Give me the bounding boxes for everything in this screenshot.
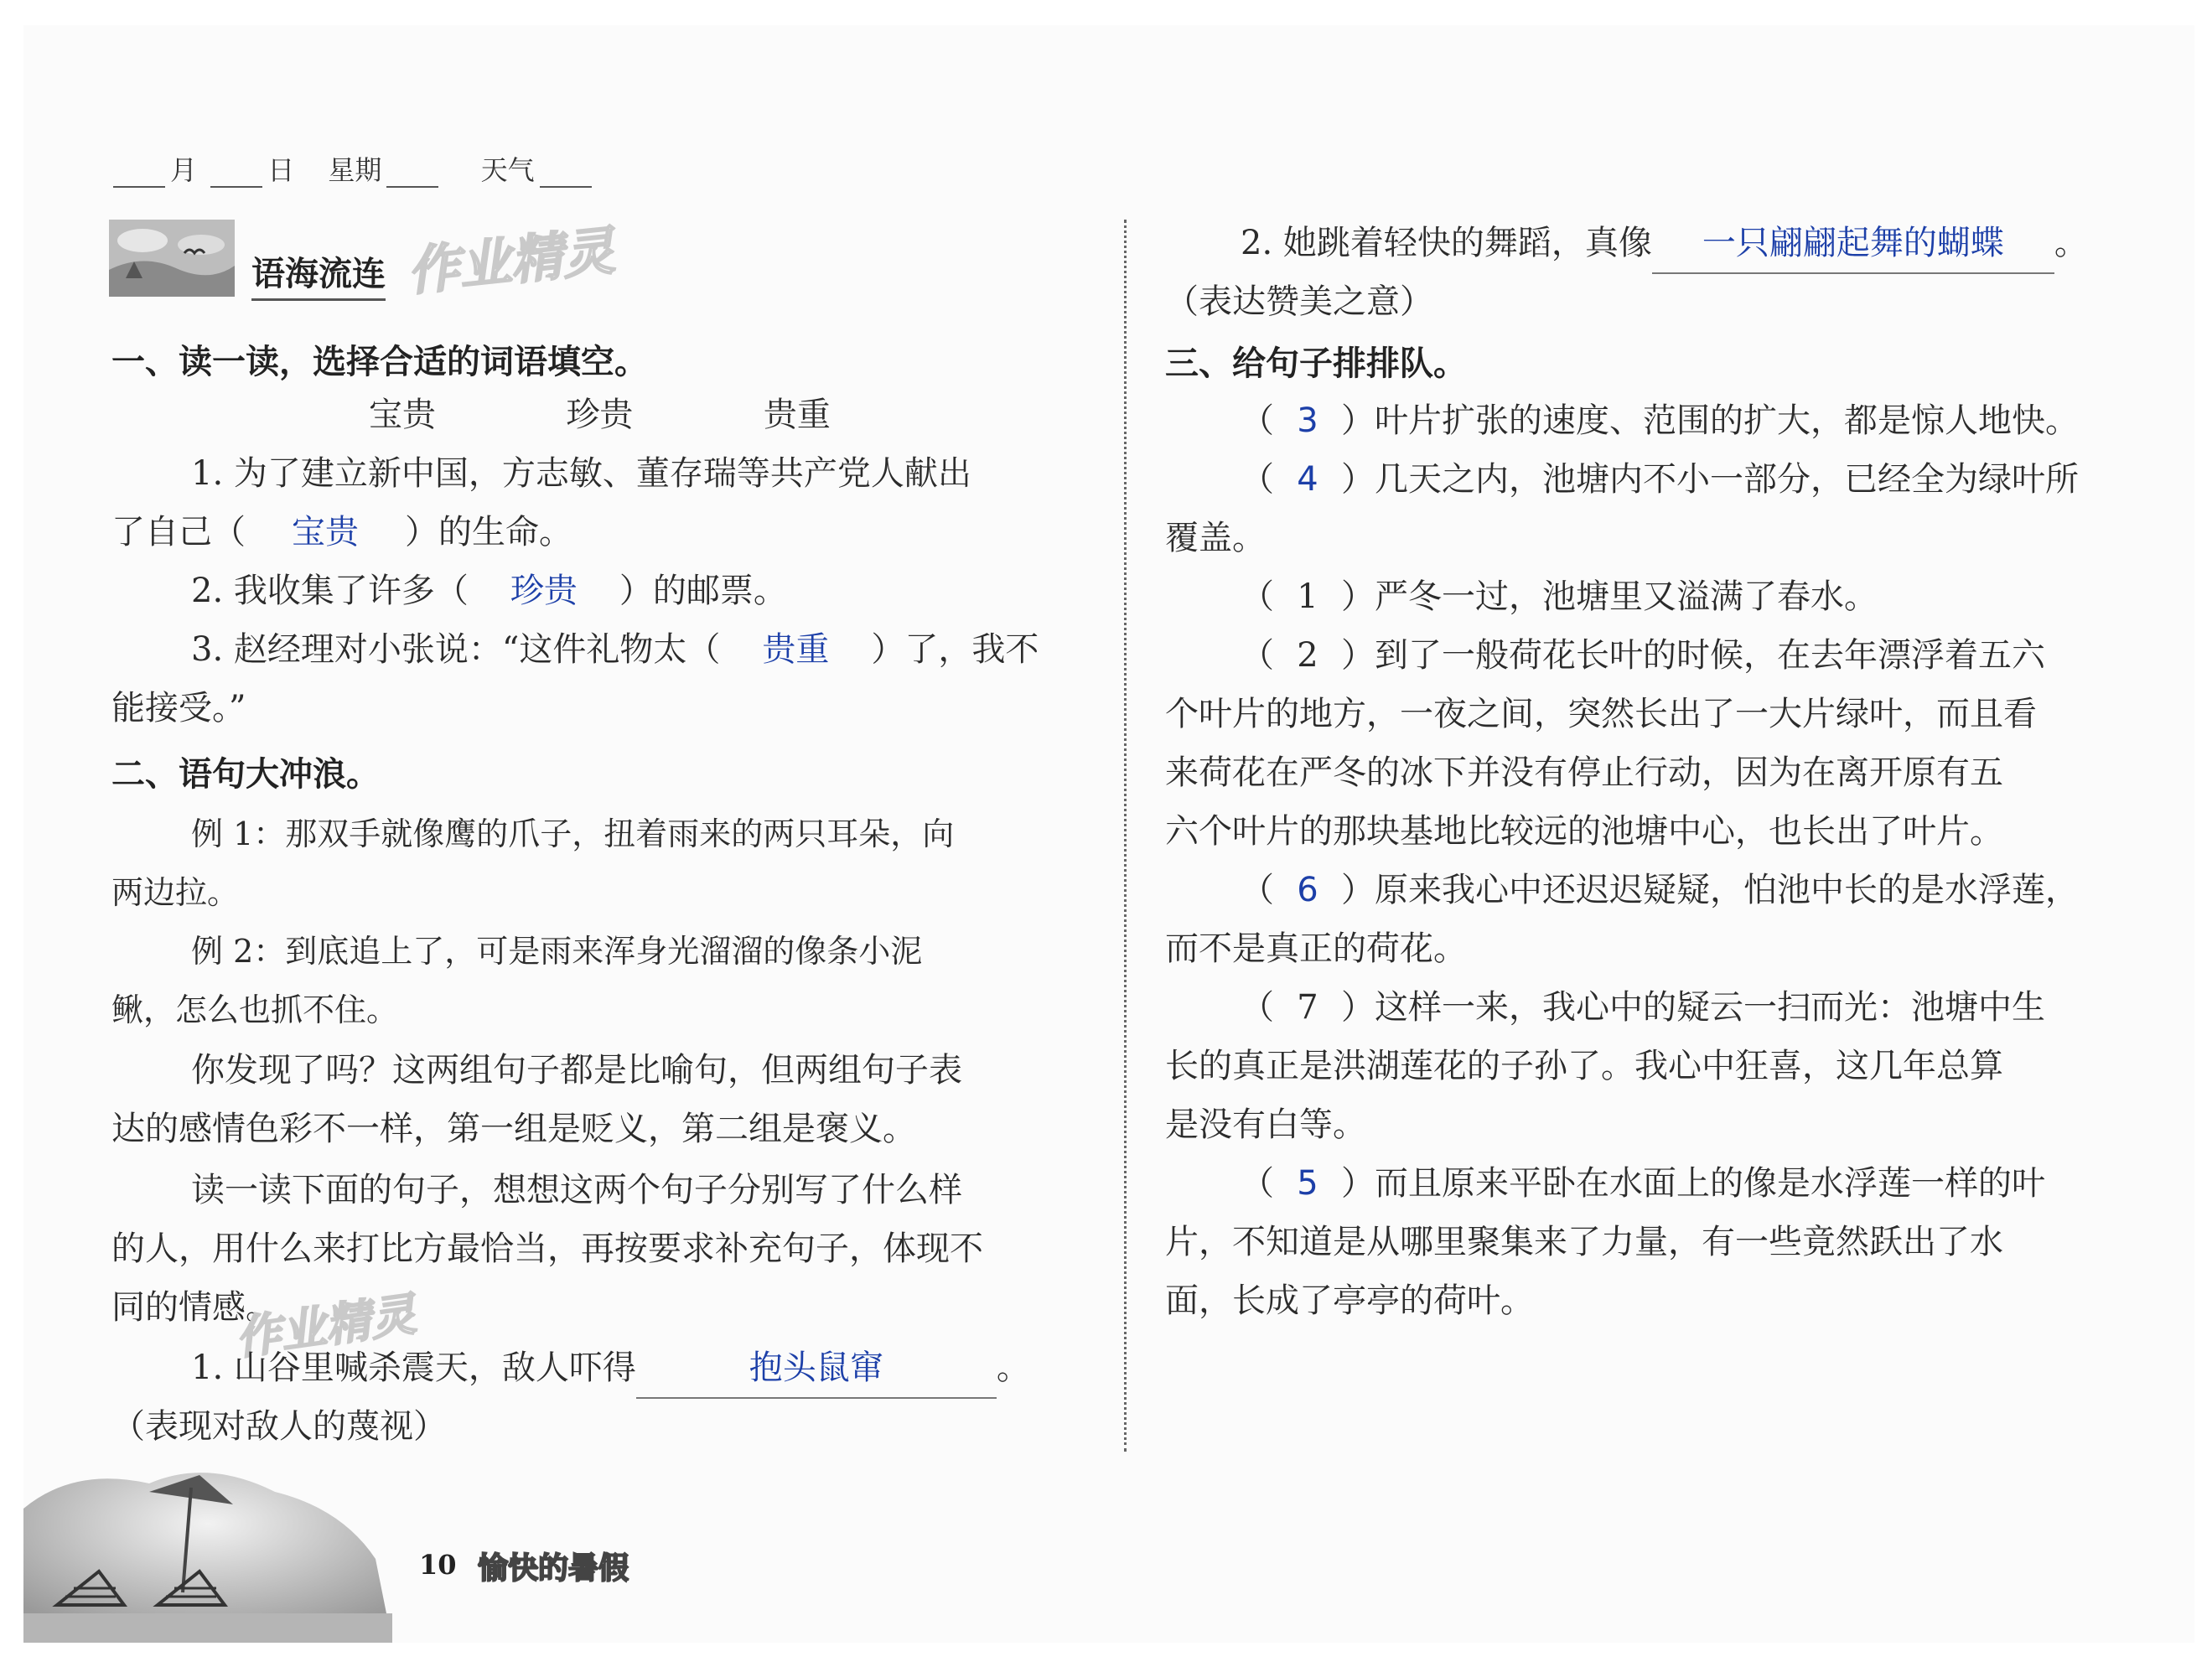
sentence2-prefix: 2. 她跳着轻快的舞蹈，真像 xyxy=(1241,224,1652,262)
q1-prefix: 了自己（ xyxy=(111,513,246,551)
order-item: （ 7 ）这样一来，我心中的疑云一扫而光：池塘中生 xyxy=(1241,978,2045,1037)
q3-suffix: ）了，我不 xyxy=(871,630,1039,669)
section-banner-title: 语海流连 xyxy=(251,247,386,301)
watermark: 作业精灵 xyxy=(404,220,618,303)
sentence2-note: （表达赞美之意） xyxy=(1165,282,1433,321)
weather-blank xyxy=(540,164,592,188)
order-number: 3 xyxy=(1297,401,1318,440)
word-choice: 珍贵 xyxy=(566,396,634,434)
month-blank xyxy=(113,164,165,188)
sentence1-suffix: 。 xyxy=(996,1349,1030,1387)
order-text: ）原来我心中还迟迟疑疑，怕池中长的是水浮莲， xyxy=(1341,871,2079,909)
example1-line1: 例 1：那双手就像鹰的爪子，扭着雨来的两只耳朵，向 xyxy=(191,815,955,852)
order-text: ）严冬一过，池塘里又溢满了春水。 xyxy=(1341,577,1878,616)
q3-prefix: 3. 赵经理对小张说：“这件礼物太（ xyxy=(191,630,721,669)
order-text: ）几天之内，池塘内不小一部分，已经全为绿叶所 xyxy=(1341,460,2079,499)
column-divider xyxy=(1124,220,1127,1452)
paragraph1-line1: 你发现了吗？这两组句子都是比喻句，但两组句子表 xyxy=(191,1051,962,1090)
q2-line xyxy=(191,562,787,620)
example2-line2: 鳅，怎么也抓不住。 xyxy=(111,991,399,1028)
sentence1-line xyxy=(191,1338,1030,1399)
q1-answer: 宝贵 xyxy=(292,513,359,551)
order-number: 2 xyxy=(1297,636,1318,675)
day-label: 日 xyxy=(267,154,295,186)
section3-heading: 三、给句子排排队。 xyxy=(1165,344,1467,383)
order-text-cont: 是没有白等。 xyxy=(1165,1105,1366,1144)
q3-line2: 能接受。” xyxy=(111,689,246,727)
order-text-cont: 面，长成了亭亭的荷叶。 xyxy=(1165,1281,1534,1320)
order-item: （ 3 ）叶片扩张的速度、范围的扩大，都是惊人地快。 xyxy=(1241,391,2079,450)
sentence1-note: （表现对敌人的蔑视） xyxy=(111,1407,447,1446)
paragraph2-line2: 的人，用什么来打比方最恰当，再按要求补充句子，体现不 xyxy=(111,1230,983,1268)
seascape-banner-illustration xyxy=(109,220,235,297)
sentence2-answer: 一只翩翩起舞的蝴蝶 xyxy=(1652,214,2054,274)
book-title: 愉快的暑假 xyxy=(478,1551,629,1586)
order-text-cont: 六个叶片的那块基地比较远的池塘中心，也长出了叶片。 xyxy=(1165,812,2003,851)
sentence2-suffix: 。 xyxy=(2054,224,2088,262)
paragraph1-line2: 达的感情色彩不一样，第一组是贬义，第二组是褒义。 xyxy=(111,1110,916,1148)
q1-suffix: ）的生命。 xyxy=(405,513,572,551)
q2-prefix: 2. 我收集了许多（ xyxy=(191,572,469,610)
word-choices xyxy=(369,386,831,444)
sentence2-line xyxy=(1241,214,2088,274)
order-item: （ 2 ）到了一般荷花长叶的时候，在去年漂浮着五六 xyxy=(1241,626,2045,685)
order-number: 1 xyxy=(1297,577,1318,616)
order-text-cont: 长的真正是洪湖莲花的子孙了。我心中狂喜，这几年总算 xyxy=(1165,1047,2003,1085)
order-item: （ 4 ）几天之内，池塘内不小一部分，已经全为绿叶所 xyxy=(1241,450,2079,509)
section1-heading: 一、读一读，选择合适的词语填空。 xyxy=(111,343,648,381)
order-text-cont: 覆盖。 xyxy=(1165,519,1266,557)
word-choice: 贵重 xyxy=(763,396,831,434)
order-item: （ 6 ）原来我心中还迟迟疑疑，怕池中长的是水浮莲， xyxy=(1241,861,2079,919)
order-number: 5 xyxy=(1297,1164,1318,1203)
sentence1-prefix: 1. 山谷里喊杀震天，敌人吓得 xyxy=(191,1349,636,1387)
day-blank xyxy=(210,164,262,188)
order-text: ）到了一般荷花长叶的时候，在去年漂浮着五六 xyxy=(1341,636,2045,675)
beach-illustration xyxy=(23,1458,392,1643)
order-item: （ 5 ）而且原来平卧在水面上的像是水浮莲一样的叶 xyxy=(1241,1154,2045,1213)
order-text-cont: 而不是真正的荷花。 xyxy=(1165,929,1467,968)
month-label: 月 xyxy=(170,154,198,186)
example2-line1: 例 2：到底追上了，可是雨来浑身光溜溜的像条小泥 xyxy=(191,933,923,970)
weekday-blank xyxy=(386,164,438,188)
paragraph2-line1: 读一读下面的句子，想想这两个句子分别写了什么样 xyxy=(191,1171,962,1209)
q3-answer: 贵重 xyxy=(762,630,830,669)
q1-line2 xyxy=(111,503,572,562)
order-text-cont: 来荷花在严冬的冰下并没有停止行动，因为在离开原有五 xyxy=(1165,753,2003,792)
order-text: ）而且原来平卧在水面上的像是水浮莲一样的叶 xyxy=(1341,1164,2045,1203)
q3-line1 xyxy=(191,620,1039,679)
weekday-label: 星期 xyxy=(328,154,382,186)
order-item: （ 1 ）严冬一过，池塘里又溢满了春水。 xyxy=(1241,567,1878,626)
paragraph2-line3: 同的情感。 xyxy=(111,1288,279,1327)
word-choice: 宝贵 xyxy=(369,396,436,434)
section2-heading: 二、语句大冲浪。 xyxy=(111,755,380,794)
q2-answer: 珍贵 xyxy=(510,572,578,610)
date-weather-header xyxy=(113,149,592,188)
q1-line1: 1. 为了建立新中国，方志敏、董存瑞等共产党人献出 xyxy=(191,454,971,493)
order-number: 6 xyxy=(1297,871,1318,909)
weather-label: 天气 xyxy=(480,154,535,186)
order-text-cont: 片，不知道是从哪里聚集来了力量，有一些竟然跃出了水 xyxy=(1165,1223,2003,1261)
order-number: 4 xyxy=(1297,460,1318,499)
order-text-cont: 个叶片的地方，一夜之间，突然长出了一大片绿叶，而且看 xyxy=(1165,695,2037,733)
order-number: 7 xyxy=(1297,988,1318,1027)
example1-line2: 两边拉。 xyxy=(111,874,240,911)
page-number: 10 xyxy=(419,1549,457,1581)
order-text: ）这样一来，我心中的疑云一扫而光：池塘中生 xyxy=(1341,988,2045,1027)
q2-suffix: ）的邮票。 xyxy=(619,572,787,610)
sentence1-answer: 抱头鼠窜 xyxy=(636,1338,997,1399)
order-text: ）叶片扩张的速度、范围的扩大，都是惊人地快。 xyxy=(1341,401,2079,440)
watermark: 作业精灵 xyxy=(232,1287,419,1365)
